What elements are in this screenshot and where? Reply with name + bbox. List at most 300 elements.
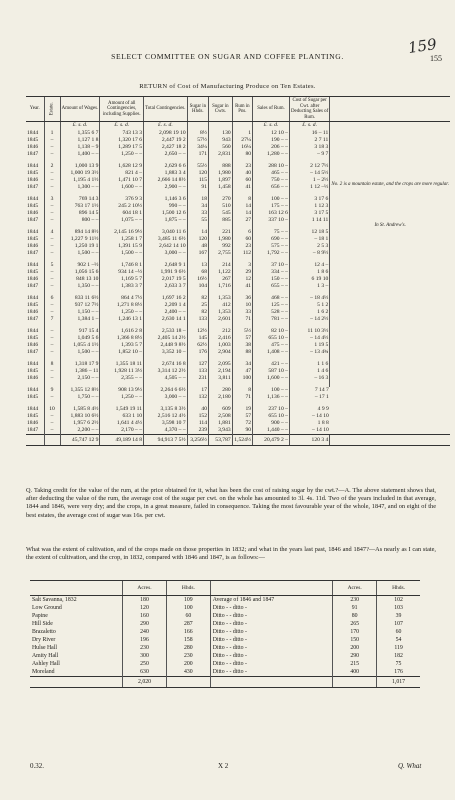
- table-title: RETURN of Cost of Manufacturing Produce on Ten Estates.: [139, 83, 316, 90]
- acres-row: [30, 660, 420, 668]
- acres-average: 80: [333, 612, 377, 620]
- cell-year: 1847: [27, 283, 39, 290]
- cell-year: 1844: [27, 163, 39, 170]
- average-label: Ditto - - ditto -: [210, 628, 332, 636]
- acres-average: 215: [333, 660, 377, 668]
- cell-sales: 468 – –: [253, 295, 290, 302]
- cell-rum: 16¼: [232, 144, 252, 151]
- cell-cwts: 214: [209, 262, 233, 269]
- cell-wages: 833 11 6½: [60, 295, 100, 302]
- cell-year: 1847: [27, 349, 39, 356]
- cell-cost: 1 8 8: [289, 420, 329, 427]
- col-wages: Amount of Wages.: [60, 97, 100, 122]
- cell-rum: 14: [232, 210, 252, 217]
- acres-left-total: 2,020: [123, 677, 167, 688]
- cell-cwts: 510: [209, 203, 233, 210]
- cell-wages: 1,049 5 6: [60, 335, 100, 342]
- acres-average: 265: [333, 620, 377, 628]
- acres-table: [30, 580, 420, 688]
- acres-average: 400: [333, 668, 377, 677]
- cell-year: 1845: [27, 269, 39, 276]
- cell-cwts: 1,980: [209, 170, 233, 177]
- side-note: In St. Andrew's.: [374, 222, 406, 228]
- cell-cost: 3 18 3: [289, 144, 329, 151]
- cell-wages: 1,500 – –: [60, 349, 100, 356]
- cell-sales: 528 – –: [253, 309, 290, 316]
- cell-year: 1845: [27, 203, 39, 210]
- cell-cost: 1 – 2½: [289, 177, 329, 184]
- col-notes: [330, 97, 450, 122]
- cell-rum: 57: [232, 335, 252, 342]
- cell-sales: 206 – –: [253, 144, 290, 151]
- hhds-1832: 287: [166, 620, 210, 628]
- acres-1832: 230: [123, 644, 167, 652]
- cell-rum: 33: [232, 309, 252, 316]
- cell-rum: 8: [232, 387, 252, 394]
- cell-cwts: 1,458: [209, 184, 233, 191]
- cell-total: 3,135 8 3½: [144, 406, 188, 413]
- acres-1832: 180: [123, 596, 167, 605]
- cell-year: 1847: [27, 427, 39, 434]
- cell-total: 2,516 12 4½: [144, 413, 188, 420]
- cell-year: 1844: [27, 361, 39, 368]
- cell-rum: 6: [232, 229, 252, 236]
- cell-estate: –: [44, 276, 60, 283]
- col-sugar-cwts: Sugar in Cwts.: [209, 97, 233, 122]
- cell-contingencies: 1,500 – –: [100, 250, 144, 257]
- cell-estate: –: [44, 342, 60, 349]
- cell-estate: –: [44, 335, 60, 342]
- cell-estate: –: [44, 250, 60, 257]
- cell-wages: 937 12 7½: [60, 302, 100, 309]
- cell-estate: –: [44, 177, 60, 184]
- cell-hhds: 231: [187, 375, 208, 382]
- cell-sales: 575 – –: [253, 243, 290, 250]
- page-header-title: SELECT COMMITTEE ON SUGAR AND COFFEE PLANTING.: [111, 52, 344, 61]
- cell-contingencies: 633 1 10: [100, 413, 144, 420]
- cell-cwts: 3,811: [209, 375, 233, 382]
- cell-hhds: 120: [187, 170, 208, 177]
- cell-sales: 655 10 –: [253, 335, 290, 342]
- cell-estate: –: [44, 236, 60, 243]
- cell-contingencies: 1,393 5 7: [100, 342, 144, 349]
- paragraph-question-cost: Q. Taking credit for the value of the rum, at the price obtained for it, what has been the cost of raising sugar by the cwt.?—A. The above statement shows that, after deducting the value of the rum, the average cost of the sugar per cwt. on the whole has amounted to 3l. 4s. 11d. Two of the years included in that average, 1844 and 1846, were very dry; and the crops, in a great measure, failed in consequence. Taking the most favourable year of the whole, 1847, and on eight of the best estates, the average cost of sugar was 16s. per cwt.: [26, 487, 436, 519]
- cell-wages: 1,250 19 1: [60, 243, 100, 250]
- cell-cwts: 888: [209, 163, 233, 170]
- cell-contingencies: 2,355 – –: [100, 375, 144, 382]
- hhds-average: 107: [377, 620, 420, 628]
- cell-cwts: 270: [209, 196, 233, 203]
- cell-cwts: 2,831: [209, 151, 233, 158]
- hhds-1832: 430: [166, 668, 210, 677]
- cell-sales: 465 – –: [253, 170, 290, 177]
- cell-cost: 5 1 2: [289, 302, 329, 309]
- cell-hhds: 239: [187, 427, 208, 435]
- cell-cwts: 545: [209, 210, 233, 217]
- cell-wages: 1,384 1 –: [60, 316, 100, 323]
- cell-hhds: 132: [187, 394, 208, 401]
- cell-cost: 2 5 3: [289, 243, 329, 250]
- acres-row: [30, 644, 420, 652]
- cell-total: 1,991 9 6½: [144, 269, 188, 276]
- cell-cost: 2 12 7½: [289, 163, 329, 170]
- cell-cwts: 943: [209, 137, 233, 144]
- cell-estate: –: [44, 394, 60, 401]
- cell-year: 1847: [27, 217, 39, 224]
- cell-rum: 88: [232, 349, 252, 356]
- cell-cost: – 13 4¾: [289, 349, 329, 356]
- cell-cwts: 609: [209, 406, 233, 413]
- hhds-1832: 230: [166, 652, 210, 660]
- cell-hhds: 48: [187, 243, 208, 250]
- cell-rum: 40: [232, 170, 252, 177]
- cell-cost: – 14 2½: [289, 316, 329, 323]
- total-total: 94,913 7 5½: [144, 435, 188, 446]
- cell-cost: 7 14 7: [289, 387, 329, 394]
- cell-wages: 1,318 17 9: [60, 361, 100, 368]
- cell-total: 1,875 – –: [144, 217, 188, 224]
- total-wages: 45,747 12 9: [60, 435, 100, 446]
- cell-year: 1846: [27, 243, 39, 250]
- cell-wages: 1,055 4 1½: [60, 342, 100, 349]
- cell-wages: 1,056 15 6: [60, 269, 100, 276]
- cell-cwts: 2,194: [209, 368, 233, 375]
- hhds-average: 54: [377, 636, 420, 644]
- cell-sales: 237 10 –: [253, 406, 290, 413]
- acres-row: [30, 652, 420, 660]
- cell-wages: 1,386 – 11: [60, 368, 100, 375]
- cell-estate: –: [44, 137, 60, 144]
- acres-row: [30, 596, 420, 605]
- subhead-wages: £. s. d.: [60, 122, 100, 131]
- cell-cwts: 885: [209, 217, 233, 224]
- cell-hhds: 82: [187, 295, 208, 302]
- cell-total: 3,040 11 6: [144, 229, 188, 236]
- cell-sales: 750 – –: [253, 177, 290, 184]
- cell-cost: 1 14 11: [289, 217, 329, 224]
- hhds-right-total: 1,017: [377, 677, 420, 688]
- cell-year: 1844: [27, 295, 39, 302]
- cell-rum: 41: [232, 184, 252, 191]
- cell-estate: –: [44, 420, 60, 427]
- acres-1832: 240: [123, 628, 167, 636]
- cell-contingencies: 1,852 10 –: [100, 349, 144, 356]
- total-cwts: 53,787: [209, 435, 233, 446]
- cell-rum: 8: [232, 196, 252, 203]
- cell-sales: 163 12 6: [253, 210, 290, 217]
- cell-sales: 175 – –: [253, 203, 290, 210]
- cell-estate: 4: [44, 229, 60, 236]
- cell-cost: – 18 1: [289, 236, 329, 243]
- estate-name: Dry River: [32, 637, 56, 643]
- hhds-average: 39: [377, 612, 420, 620]
- cell-estate: –: [44, 413, 60, 420]
- cell-total: 2,674 16 8: [144, 361, 188, 368]
- cell-cwts: 3,943: [209, 427, 233, 435]
- average-label: Ditto - - ditto -: [210, 660, 332, 668]
- cell-rum: 27: [232, 217, 252, 224]
- cell-year: 1844: [27, 387, 39, 394]
- cell-cost: 12 4 –: [289, 262, 329, 269]
- cell-cost: 4 9 9: [289, 406, 329, 413]
- page-number: 155: [430, 54, 442, 63]
- cell-total: 3,598 10 7: [144, 420, 188, 427]
- cell-hhds: 33: [187, 210, 208, 217]
- cell-year: 1846: [27, 144, 39, 151]
- hhds-average: 176: [377, 668, 420, 677]
- cell-contingencies: 1,391 15 9: [100, 243, 144, 250]
- cell-wages: 1,138 – 9: [60, 144, 100, 151]
- average-label: Ditto - - ditto -: [210, 612, 332, 620]
- cell-contingencies: 1,366 8 8½: [100, 335, 144, 342]
- cell-estate: –: [44, 302, 60, 309]
- cell-estate: –: [44, 243, 60, 250]
- cell-cwts: 2,416: [209, 335, 233, 342]
- cell-wages: 1,957 6 2½: [60, 420, 100, 427]
- average-label: Ditto - - ditto -: [210, 620, 332, 628]
- cell-year: 1846: [27, 420, 39, 427]
- cell-sales: 656 – –: [253, 184, 290, 191]
- cell-wages: 2,200 – –: [60, 427, 100, 435]
- cell-rum: 90: [232, 427, 252, 435]
- cell-hhds: 104: [187, 283, 208, 290]
- cell-cost: – 14 10: [289, 427, 329, 435]
- cell-hhds: 18: [187, 196, 208, 203]
- total-rum: 1,524½: [232, 435, 252, 446]
- cell-cwts: 221: [209, 229, 233, 236]
- cell-total: 3,485 11 6½: [144, 236, 188, 243]
- cell-estate: –: [44, 328, 60, 335]
- cell-hhds: 133: [187, 368, 208, 375]
- cost-return-table: [26, 96, 450, 446]
- cell-total: 1,883 3 4: [144, 170, 188, 177]
- cell-sales: 125 – –: [253, 302, 290, 309]
- estate-name: Salt Savanna, 1832: [32, 597, 77, 603]
- cell-total: 4,370 – –: [144, 427, 188, 435]
- cell-total: 3,000 – –: [144, 394, 188, 401]
- cell-wages: 763 17 1½: [60, 203, 100, 210]
- estate-name: Hill Side: [32, 621, 53, 627]
- acres-1832: 120: [123, 604, 167, 612]
- subhead-contingencies: £. s. d.: [100, 122, 144, 131]
- handwritten-folio: 159: [406, 35, 438, 57]
- cell-rum: 60: [232, 236, 252, 243]
- hhds-1832: 60: [166, 612, 210, 620]
- cell-hhds: 167: [187, 250, 208, 257]
- cell-total: 2,098 19 10: [144, 130, 188, 137]
- cell-wages: 902 1 –½: [60, 262, 100, 269]
- acres-average: 230: [333, 596, 377, 605]
- hhds-1832: 280: [166, 644, 210, 652]
- cell-cost: 1 1 6: [289, 361, 329, 368]
- footer-left: 0.32.: [30, 762, 44, 770]
- cell-estate: –: [44, 269, 60, 276]
- cell-sales: 690 – –: [253, 236, 290, 243]
- cell-contingencies: 1,289 17 5: [100, 144, 144, 151]
- cell-estate: –: [44, 349, 60, 356]
- cell-contingencies: 1,271 8 8½: [100, 302, 144, 309]
- cell-hhds: 120: [187, 236, 208, 243]
- cell-cost: 16 – 11: [289, 130, 329, 137]
- acres-row: [30, 612, 420, 620]
- cell-contingencies: 2,170 – –: [100, 427, 144, 435]
- acres-row: [30, 668, 420, 677]
- cell-cwts: 2,180: [209, 394, 233, 401]
- cell-year: 1845: [27, 302, 39, 309]
- cell-sales: 100 – –: [253, 387, 290, 394]
- cell-rum: 100: [232, 375, 252, 382]
- hhds-1832: 109: [166, 596, 210, 605]
- cell-year: 1846: [27, 309, 39, 316]
- cell-cost: 3 17 6: [289, 196, 329, 203]
- cell-hhds: 68: [187, 269, 208, 276]
- cell-sales: 781 – –: [253, 316, 290, 323]
- cell-wages: 1,500 – –: [60, 250, 100, 257]
- hhds-1832: 100: [166, 604, 210, 612]
- cell-estate: 6: [44, 295, 60, 302]
- cell-rum: 3: [232, 262, 252, 269]
- cell-estate: –: [44, 217, 60, 224]
- cell-cwts: 1,353: [209, 295, 233, 302]
- cell-cost: – 17 1: [289, 394, 329, 401]
- side-notes: [330, 122, 450, 388]
- cell-wages: 1,300 – –: [60, 184, 100, 191]
- acres-header-right: Acres.: [333, 581, 377, 596]
- cell-total: 2,666 14 8½: [144, 177, 188, 184]
- cell-wages: 2,150 – –: [60, 375, 100, 382]
- cell-contingencies: 1,616 2 8: [100, 328, 144, 335]
- acres-average: 150: [333, 636, 377, 644]
- cell-sales: 1,440 – –: [253, 427, 290, 435]
- cell-estate: –: [44, 309, 60, 316]
- col-cost: Cost of Sugar per Cwt. after Deducting Sales of Rum.: [289, 97, 329, 122]
- cell-contingencies: 245 2 10½: [100, 203, 144, 210]
- cell-cost: 1 4 6: [289, 368, 329, 375]
- cell-contingencies: 1,641 4 4½: [100, 420, 144, 427]
- cell-year: 1846: [27, 375, 39, 382]
- col-sales: Sales of Rum.: [253, 97, 290, 122]
- cell-hhds: 16½: [187, 276, 208, 283]
- side-note: No. 2 is a mountain estate, and the crops are more regular.: [331, 182, 449, 188]
- cell-year: 1845: [27, 394, 39, 401]
- acres-1832: 290: [123, 620, 167, 628]
- cell-total: 1,697 16 2: [144, 295, 188, 302]
- cell-cost: 1 3 –: [289, 283, 329, 290]
- average-label: Ditto - - ditto -: [210, 604, 332, 612]
- cell-wages: 1,150 – –: [60, 309, 100, 316]
- cell-estate: 1: [44, 130, 60, 137]
- average-label: Ditto - - ditto -: [210, 636, 332, 644]
- cell-contingencies: 1,746 8 1: [100, 262, 144, 269]
- cell-total: 2,533 18 –: [144, 328, 188, 335]
- footer-center: X 2: [218, 762, 229, 770]
- cell-estate: –: [44, 144, 60, 151]
- cell-estate: 8: [44, 361, 60, 368]
- cell-total: 990 – –: [144, 203, 188, 210]
- cell-sales: 587 10 –: [253, 368, 290, 375]
- acres-average: 200: [333, 644, 377, 652]
- table-row: [26, 427, 450, 435]
- cell-year: 1845: [27, 335, 39, 342]
- acres-1832: 630: [123, 668, 167, 677]
- cell-sales: 900 – –: [253, 420, 290, 427]
- average-label: Ditto - - ditto -: [210, 644, 332, 652]
- cell-year: 1847: [27, 316, 39, 323]
- cell-wages: 1,227 9 11½: [60, 236, 100, 243]
- cell-hhds: 8½: [187, 130, 208, 137]
- total-hhds: 3,256½: [187, 435, 208, 446]
- hhds-header-right: Hhds.: [377, 581, 420, 596]
- cell-hhds: 152: [187, 413, 208, 420]
- cell-cost: 6 19 10: [289, 276, 329, 283]
- cell-wages: 896 14 5: [60, 210, 100, 217]
- cell-sales: 1,280 – –: [253, 151, 290, 158]
- cell-sales: 37 10 –: [253, 262, 290, 269]
- hhds-average: 102: [377, 596, 420, 605]
- cell-hhds: 34: [187, 203, 208, 210]
- cell-cwts: 1,881: [209, 420, 233, 427]
- cell-rum: 72: [232, 420, 252, 427]
- col-estate: Estate.: [44, 97, 60, 122]
- cell-estate: –: [44, 170, 60, 177]
- cell-hhds: 12½: [187, 328, 208, 335]
- cell-year: 1844: [27, 196, 39, 203]
- totals-row: [26, 435, 450, 446]
- hhds-header-left: Hhds.: [166, 581, 210, 596]
- cell-rum: 60: [232, 177, 252, 184]
- cell-rum: 1: [232, 130, 252, 137]
- cell-contingencies: 1,246 13 1: [100, 316, 144, 323]
- cell-rum: 38: [232, 342, 252, 349]
- table-row: [26, 420, 450, 427]
- total-sales: 20,479 2 –: [253, 435, 290, 446]
- cell-cwts: 1,122: [209, 269, 233, 276]
- cell-total: 4,505 – –: [144, 375, 188, 382]
- cell-cwts: 992: [209, 243, 233, 250]
- cell-contingencies: 1,258 1 7: [100, 236, 144, 243]
- table-row: [26, 387, 450, 394]
- cell-cost: – 14 5½: [289, 170, 329, 177]
- cell-hhds: 14: [187, 229, 208, 236]
- cell-cwts: 1,980: [209, 236, 233, 243]
- cell-year: 1845: [27, 170, 39, 177]
- cell-cost: 1 8 6: [289, 269, 329, 276]
- cell-cwts: 1,716: [209, 283, 233, 290]
- cell-wages: 1,000 13 9: [60, 163, 100, 170]
- cell-estate: –: [44, 283, 60, 290]
- cell-sales: 337 10 –: [253, 217, 290, 224]
- total-cost: 120 3 4: [289, 435, 329, 446]
- cell-year: 1846: [27, 177, 39, 184]
- cell-estate: –: [44, 210, 60, 217]
- cell-wages: 1,585 8 4½: [60, 406, 100, 413]
- cell-cwts: 2,904: [209, 349, 233, 356]
- cell-hhds: 13: [187, 262, 208, 269]
- cell-year: 1846: [27, 276, 39, 283]
- cell-year: 1844: [27, 328, 39, 335]
- cell-cwts: 2,508: [209, 413, 233, 420]
- cell-contingencies: 1,250 – –: [100, 151, 144, 158]
- cell-total: 1,146 3 6: [144, 196, 188, 203]
- cell-rum: 112: [232, 250, 252, 257]
- acres-totals-row: [30, 677, 420, 688]
- cell-contingencies: 864 4 7½: [100, 295, 144, 302]
- cell-wages: 1,000 19 3½: [60, 170, 100, 177]
- cell-estate: –: [44, 151, 60, 158]
- cell-estate: 2: [44, 163, 60, 170]
- cell-wages: 917 15 4: [60, 328, 100, 335]
- cell-sales: 82 10 –: [253, 328, 290, 335]
